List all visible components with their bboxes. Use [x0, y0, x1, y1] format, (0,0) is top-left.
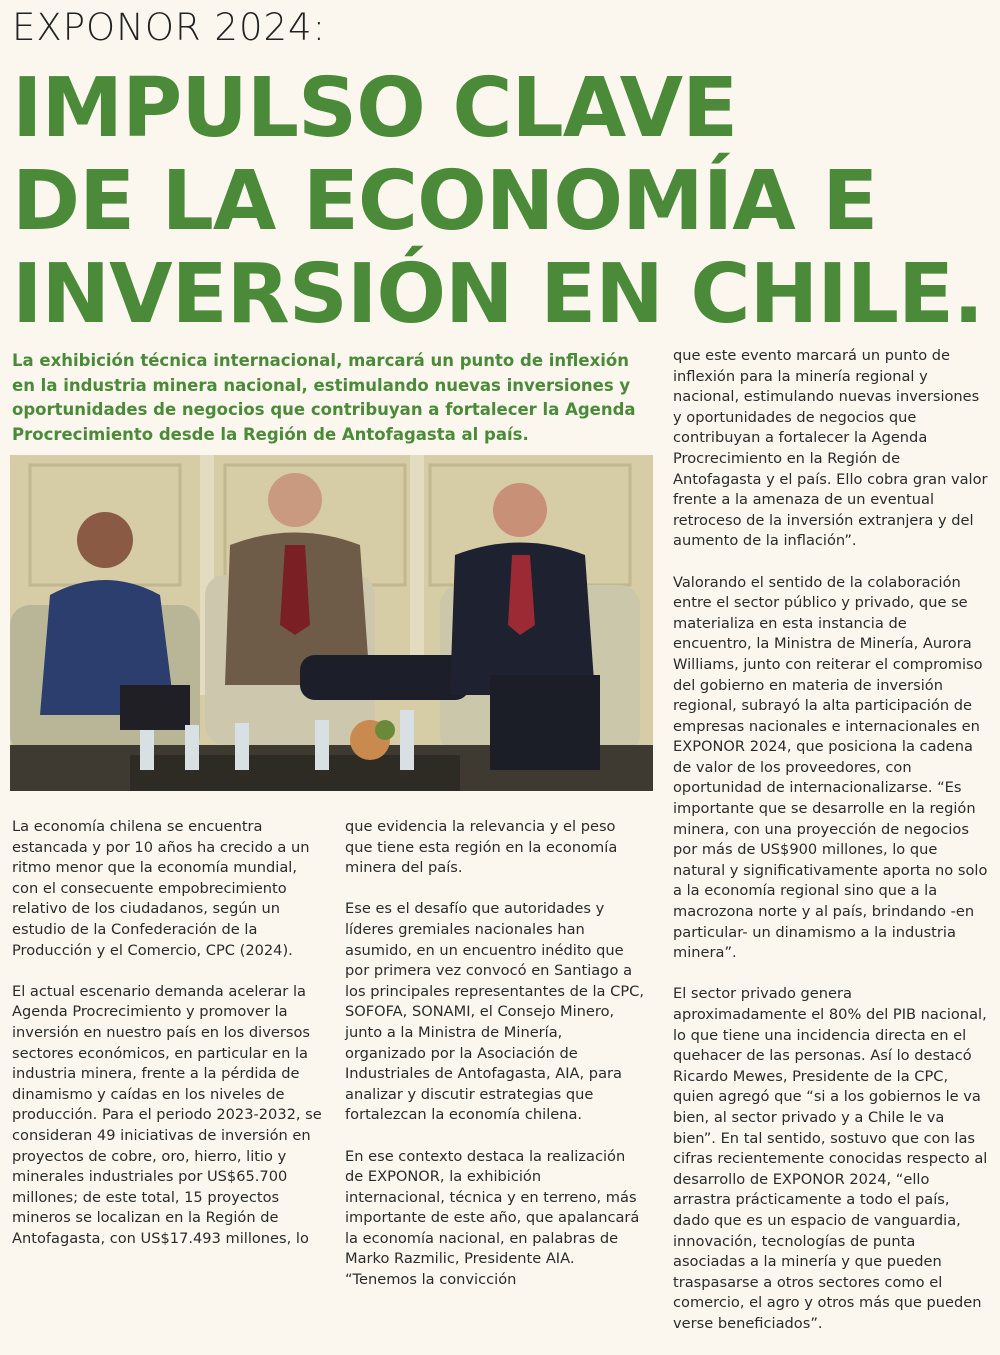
headline-line-1: IMPULSO CLAVE — [12, 61, 738, 156]
headline-line-3: INVERSIÓN EN CHILE. — [12, 247, 984, 342]
article-paragraph: El actual escenario demanda acelerar la Agenda Procrecimiento y promover la inversión en nuestro país en los diversos sectores económicos, en particular en la industria minera, frente a la pérdida de dinamismo y caídas en los niveles de producción. Para el periodo 2023-2032, se consideran 49 iniciativas de inversión en proyectos de cobre, oro, hierro, litio y minerales industriales por US$65.700 millones; de este total, 15 proyectos mineros se localizan en la Región de Antofagasta, con US$17.493 millones, lo — [12, 982, 322, 1247]
article-column-2 — [345, 817, 645, 1311]
article-paragraph: Ese es el desafío que autoridades y líderes gremiales nacionales han asumido, en un encuentro inédito que por primera vez convocó en Santiago a los principales representantes de la CPC, SOFOFA, SONAMI, el Consejo Minero, junto a la Ministra de Minería, organizado por la Asociación de Industriales de Antofagasta, AIA, para analizar y discutir estrategias que fortalezcan la economía chilena. — [345, 900, 644, 1124]
headline-line-2: DE LA ECONOMÍA E — [12, 154, 878, 249]
headline — [12, 62, 997, 341]
article-paragraph: El sector privado genera aproximadamente el 80% del PIB nacional, lo que tiene una incidencia directa en el quehacer de las personas. Así lo destacó Ricardo Mewes, Presidente de la CPC, quien agregó que “si a los gobiernos le va bien, al sector privado y a Chile le va bien”. En tal sentido, sostuvo que con las cifras recientemente conocidas respecto al desarrollo de EXPONOR 2024, “ello arrastra prácticamente a todo el país, dado que es un espacio de vanguardia, innovación, tecnologías de punta asociadas a la minería y que pueden traspasarse a otros sectores como el comercio, el agro y otros más que pueden verse beneficiados”. — [673, 985, 988, 1332]
panel-photo-illustration — [10, 455, 653, 791]
panel-photo — [10, 455, 653, 791]
lead-paragraph: La exhibición técnica internacional, marcará un punto de inflexión en la industria minera nacional, estimulando nuevas inversiones y oportunidades de negocios que contribuyan a fortalecer la Agenda Procrecimiento desde la Región de Antofagasta al país. — [12, 351, 636, 444]
kicker: EXPONOR 2024: — [12, 6, 327, 49]
article-column-1 — [12, 817, 322, 1270]
article-paragraph: La economía chilena se encuentra estancada y por 10 años ha crecido a un ritmo menor que la economía mundial, con el consecuente empobrecimiento relativo de los ciudadanos, según un estudio de la Confederación de la Producción y el Comercio, CPC (2024). — [12, 818, 310, 959]
article-paragraph: que evidencia la relevancia y el peso que tiene esta región en la economía minera del país. — [345, 818, 618, 877]
article-paragraph: Valorando el sentido de la colaboración entre el sector público y privado, que se materializa en esta instancia de encuentro, la Ministra de Minería, Aurora Williams, junto con reiterar el compromiso del gobierno en materia de inversión regional, subrayó la alta participación de empresas nacionales e internacionales en EXPONOR 2024, que posiciona la cadena de valor de los proveedores, con oportunidad de internacionalizarse. “Es importante que se desarrolle en la región minera, con una proyección de negocios por más de US$900 millones, lo que natural y significativamente aporta no solo a la economía regional sino que a la macrozona norte y al país, brindando -en particular- un dinamismo a la industria minera”. — [673, 573, 988, 962]
article-paragraph: que este evento marcará un punto de inflexión para la minería regional y nacional, estimulando nuevas inversiones y oportunidades de negocios que contribuyan a fortalecer la Agenda Procrecimiento en la Región de Antofagasta y el país. Ello cobra gran valor frente a la amenaza de un eventual retroceso de la inversión extranjera y del aumento de la inflación”. — [673, 347, 988, 550]
article-paragraph: En ese contexto destaca la realización de EXPONOR, la exhibición internacional, técnica y en terreno, más importante de este año, que apalancará la economía nacional, en palabras de Marko Razmilic, Presidente AIA. “Tenemos la convicción — [345, 1147, 640, 1289]
article-column-3 — [673, 346, 988, 1355]
